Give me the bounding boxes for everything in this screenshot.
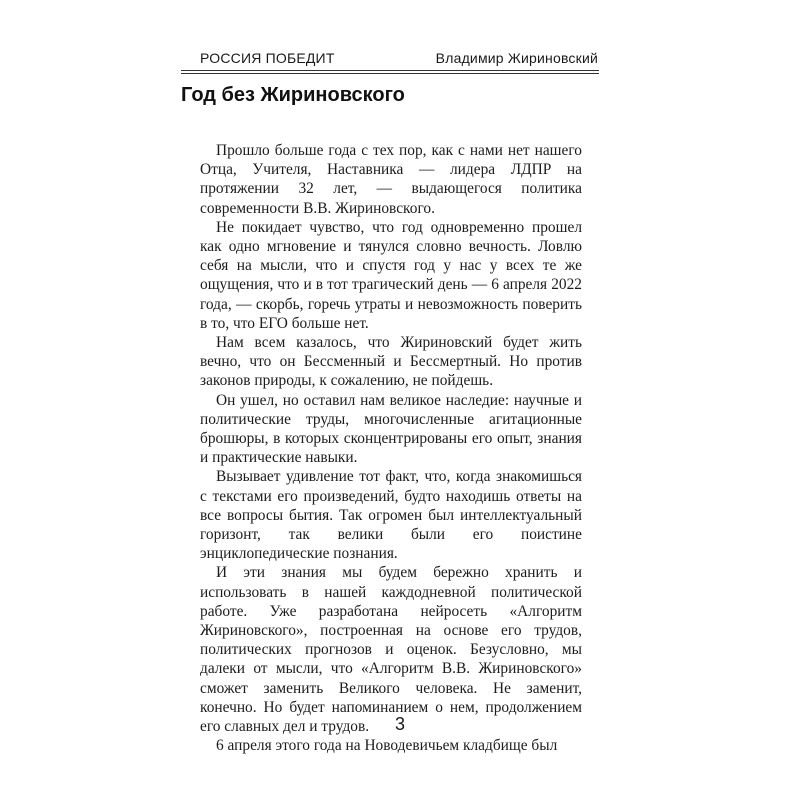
paragraph: Прошло больше года с тех пор, как с нами нет нашего Отца, Учителя, Наставника — лидера ЛДПР на протяжении 32 лет, — выдающегося политика современности В.В. Жириновского. [200,142,582,217]
body-text [200,141,582,756]
header-author: Владимир Жириновский [435,50,598,66]
header-book-title: РОССИЯ ПОБЕДИТ [200,50,335,66]
paragraph: И эти знания мы будем бережно хранить и использовать в нашей каждодневной политической работе. Уже разработана нейросеть «Алгоритм Жириновского», построенная на основе его трудов, политических прогнозов и оценок. Безусловно, мы далеки от мысли, что «Алгоритм В.В. Жириновского» сможет заменить Великого человека. Не заменит, конечно. Но будет напоминанием о нем, продолжением его славных дел и трудов. [200,564,582,736]
page-number: 3 [394,714,405,734]
chapter-title: Год без Жириновского [181,84,405,106]
paragraph: Вызывает удивление тот факт, что, когда знакомишься с текстами его произведений, будто находишь ответы на все вопросы бытия. Так огромен был интеллектуальный горизонт, так велики были его поистине энциклопедические познания. [200,468,582,563]
paragraph-continued: 6 апреля этого года на Новодевичьем кладбище был [216,737,558,755]
paragraph: Не покидает чувство, что год одновременно прошел как одно мгновение и тянулся словно вечность. Ловлю себя на мысли, что и спустя год у нас у всех те же ощущения, что и в тот трагический день — 6 апреля 2022 года, — скорбь, горечь утраты и невозможность поверить в то, что ЕГО больше нет. [200,218,582,332]
paragraph: Он ушел, но оставил нам великое наследие: научные и политические труды, многочисленные агитационные брошюры, в которых сконцентрированы его опыт, знания и практические навыки. [200,391,582,467]
paragraph: Нам всем казалось, что Жириновский будет жить вечно, что он Бессменный и Бессмертный. Но против законов природы, к сожалению, не пойдешь. [200,334,582,390]
header-rule [181,70,599,74]
